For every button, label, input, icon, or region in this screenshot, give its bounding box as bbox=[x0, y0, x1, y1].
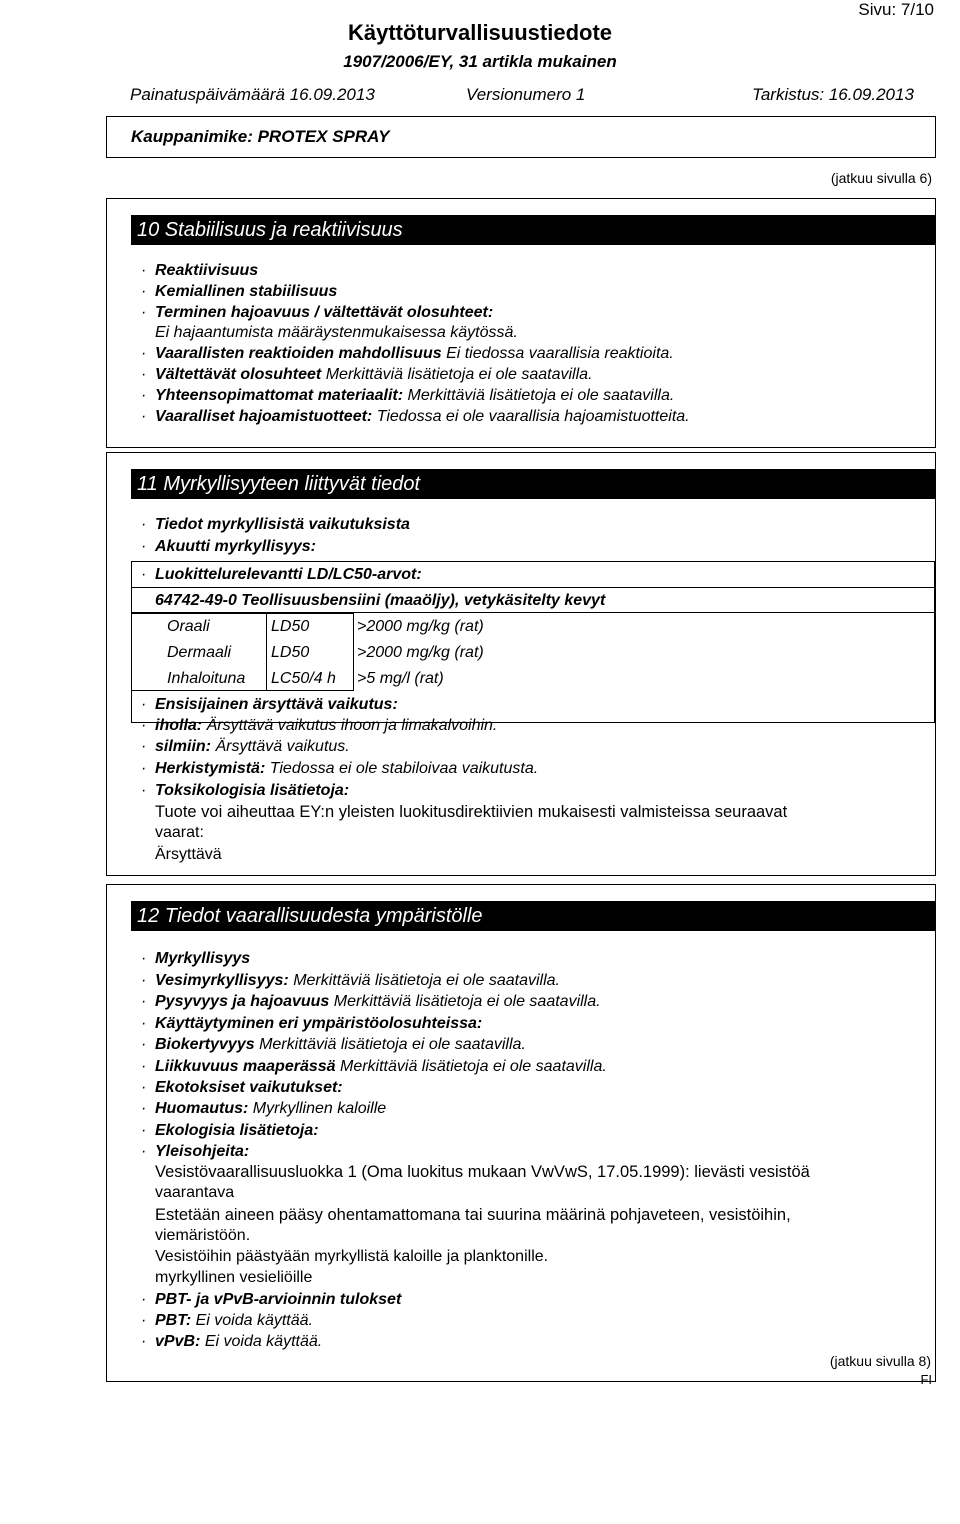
general-note: Vesistöihin päästyään myrkyllistä kaloille ja planktonille. bbox=[155, 1248, 549, 1265]
continued-to: (jatkuu sivulla 8) bbox=[829, 1353, 931, 1369]
list-item: · Ensisijainen ärsyttävä vaikutus: bbox=[141, 696, 398, 713]
list-item: · Liikkuvuus maaperässä Merkittäviä lisätietoja ei ole saatavilla. bbox=[141, 1058, 607, 1075]
general-note: vaarantava bbox=[155, 1184, 235, 1201]
section-12-title: 12 Tiedot vaarallisuudesta ympäristölle bbox=[131, 901, 935, 931]
list-item: · Kemiallinen stabiilisuus bbox=[141, 283, 338, 300]
value-inhalation: >5 mg/l (rat) bbox=[357, 670, 444, 687]
section-12 bbox=[106, 884, 936, 1382]
list-item: · Akuutti myrkyllisyys: bbox=[141, 538, 316, 555]
list-item: · Vesimyrkyllisyys: Merkittäviä lisätietoja ei ole saatavilla. bbox=[141, 972, 560, 989]
list-item: · Toksikologisia lisätietoja: bbox=[141, 782, 350, 799]
trade-name-box bbox=[106, 116, 936, 158]
list-item: · silmiin: Ärsyttävä vaikutus. bbox=[141, 738, 350, 755]
list-item: · vPvB: Ei voida käyttää. bbox=[141, 1333, 323, 1350]
general-note: myrkyllinen vesieliöille bbox=[155, 1269, 313, 1286]
general-note: Estetään aineen pääsy ohentamattomana tai suurina määrinä pohjaveteen, vesistöihin, bbox=[155, 1206, 791, 1224]
list-item: · Vaaralliset hajoamistuotteet: Tiedossa ei ole vaarallisia hajoamistuotteita. bbox=[141, 408, 690, 425]
tox-classification: Ärsyttävä bbox=[155, 846, 222, 863]
list-item: · iholla: Ärsyttävä vaikutus ihoon ja limakalvoihin. bbox=[141, 717, 498, 734]
list-item: · Reaktiivisuus bbox=[141, 262, 259, 279]
type-dermal: LD50 bbox=[271, 644, 310, 661]
list-item: · Herkistymistä: Tiedossa ei ole stabiloivaa vaikutusta. bbox=[141, 760, 539, 777]
section-11-title: 11 Myrkyllisyyteen liittyvät tiedot bbox=[131, 469, 935, 499]
list-item: · Pysyvyys ja hajoavuus Merkittäviä lisätietoja ei ole saatavilla. bbox=[141, 993, 601, 1010]
list-item: · Vältettävät olosuhteet Merkittäviä lisätietoja ei ole saatavilla. bbox=[141, 366, 593, 383]
list-item: · Vaarallisten reaktioiden mahdollisuus Ei tiedossa vaarallisia reaktioita. bbox=[141, 345, 674, 362]
document-title: Käyttöturvallisuustiedote bbox=[347, 20, 613, 45]
list-item: · Ekotoksiset vaikutukset: bbox=[141, 1079, 343, 1096]
tox-note: Tuote voi aiheuttaa EY:n yleisten luokitusdirektiivien mukaisesti valmisteissa seuraavat bbox=[155, 803, 788, 821]
route-dermal: Dermaali bbox=[167, 644, 232, 661]
print-date: Painatuspäivämäärä 16.09.2013 bbox=[130, 85, 375, 104]
language-code: FI bbox=[920, 1372, 932, 1387]
version-number: Versionumero 1 bbox=[466, 85, 586, 104]
type-oral: LD50 bbox=[271, 618, 310, 635]
route-inhalation: Inhaloituna bbox=[167, 670, 246, 687]
section-10-title: 10 Stabiilisuus ja reaktiivisuus bbox=[131, 215, 935, 245]
list-item-detail: Ei hajaantumista määräystenmukaisessa käytössä. bbox=[155, 324, 518, 341]
continued-from: (jatkuu sivulla 6) bbox=[830, 170, 932, 186]
tox-note-cont: vaarat: bbox=[155, 824, 204, 841]
list-item: · PBT: Ei voida käyttää. bbox=[141, 1312, 313, 1329]
document-subtitle: 1907/2006/EY, 31 artikla mukainen bbox=[343, 52, 617, 71]
value-oral: >2000 mg/kg (rat) bbox=[357, 618, 484, 635]
list-item: · Tiedot myrkyllisistä vaikutuksista bbox=[141, 516, 410, 533]
general-note: viemäristöön. bbox=[155, 1227, 251, 1244]
revision-date: Tarkistus: 16.09.2013 bbox=[752, 85, 914, 104]
list-item: · PBT- ja vPvB-arvioinnin tulokset bbox=[141, 1291, 402, 1308]
page-number: Sivu: 7/10 bbox=[858, 0, 934, 19]
section-10 bbox=[106, 198, 936, 448]
list-item: · Terminen hajoavuus / vältettävät olosuhteet: bbox=[141, 304, 494, 321]
type-inhalation: LC50/4 h bbox=[271, 670, 336, 687]
general-note: Vesistövaarallisuusluokka 1 (Oma luokitus mukaan VwVwS, 17.05.1999): lievästi vesistöä bbox=[155, 1163, 810, 1181]
list-item: · Biokertyvyys Merkittäviä lisätietoja ei ole saatavilla. bbox=[141, 1036, 526, 1053]
list-item: · Käyttäytyminen eri ympäristöolosuhteissa: bbox=[141, 1015, 483, 1032]
trade-name: Kauppanimike: PROTEX SPRAY bbox=[131, 127, 390, 146]
route-oral: Oraali bbox=[167, 618, 210, 635]
ld-heading: · Luokittelurelevantti LD/LC50-arvot: bbox=[141, 566, 422, 583]
list-item: · Myrkyllisyys bbox=[141, 950, 251, 967]
list-item: · Ekologisia lisätietoja: bbox=[141, 1122, 319, 1139]
section-11 bbox=[106, 452, 936, 876]
list-item: · Yhteensopimattomat materiaalit: Merkittäviä lisätietoja ei ole saatavilla. bbox=[141, 387, 675, 404]
substance-name: 64742-49-0 Teollisuusbensiini (maaöljy), vetykäsitelty kevyt bbox=[155, 592, 606, 609]
value-dermal: >2000 mg/kg (rat) bbox=[357, 644, 484, 661]
list-item: · Huomautus: Myrkyllinen kaloille bbox=[141, 1100, 387, 1117]
list-item: · Yleisohjeita: bbox=[141, 1143, 250, 1160]
